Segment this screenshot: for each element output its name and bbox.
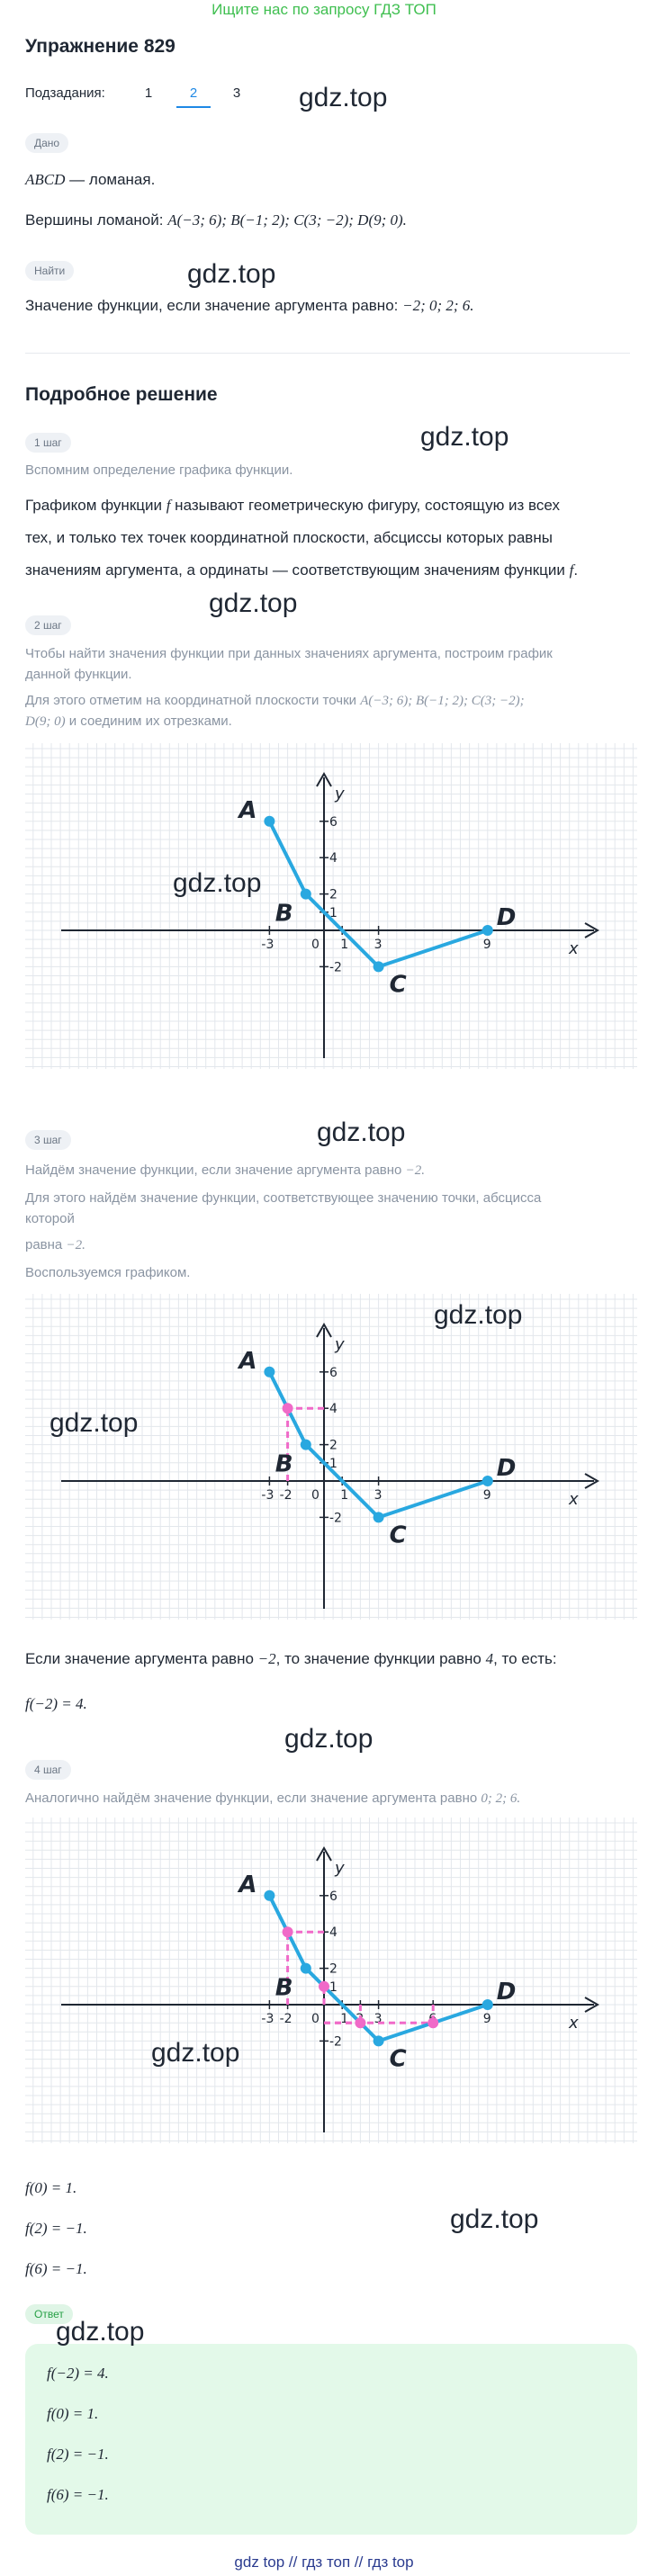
given-line-1-text: — ломаная. xyxy=(65,171,156,188)
subtask-tab-1[interactable]: 1 xyxy=(144,85,153,101)
definition-text: называют геометрическую фигуру, состоящую из всех xyxy=(170,497,560,514)
step-4-result-2: f(2) = −1. xyxy=(25,2220,87,2237)
x-tick-label: -3 xyxy=(261,1488,274,1503)
answer-line-3: f(2) = −1. xyxy=(47,2446,109,2463)
vertex-label: C xyxy=(389,2045,407,2073)
vertex-label: B xyxy=(274,1450,293,1478)
given-line-1 xyxy=(25,171,155,189)
watermark: gdz.top xyxy=(434,1300,523,1330)
result-text: , то есть: xyxy=(493,1650,557,1667)
step-3-text: равна xyxy=(25,1237,67,1252)
vertex-point xyxy=(482,1999,493,2010)
x-tick-label: 1 xyxy=(340,1488,349,1503)
step-4-chip: 4 шаг xyxy=(25,1760,71,1780)
step-3-chip: 3 шаг xyxy=(25,1130,71,1150)
vertex-point xyxy=(264,1367,274,1378)
y-tick-label: 2 xyxy=(329,1438,338,1453)
definition-text: . xyxy=(573,561,579,579)
vertex-label: B xyxy=(274,900,293,928)
result-text: , то значение функции равно xyxy=(275,1650,486,1667)
watermark: gdz.top xyxy=(56,2317,145,2347)
x-tick-label: 0 xyxy=(311,938,320,952)
vertex-point xyxy=(482,1476,493,1486)
step-3-text-2: Для этого найдём значение функции, соответствующее значению точки, абсцисса xyxy=(25,1190,542,1206)
step-4-text-1 xyxy=(25,1791,520,1807)
vertex-label: B xyxy=(274,1974,293,2002)
x-tick-label: -3 xyxy=(261,938,274,952)
subtasks-label: Подзадания: xyxy=(25,85,105,101)
y-tick-label: 1 xyxy=(329,1456,338,1471)
x-tick-label: 0 xyxy=(311,2012,320,2026)
y-tick-label: -2 xyxy=(329,960,342,975)
x-tick-label: -3 xyxy=(261,2012,274,2026)
step-2-text-3 xyxy=(25,693,525,709)
function-symbol: f xyxy=(166,497,171,514)
args-math: 0; 2; 6. xyxy=(481,1791,521,1806)
y-tick-label: 4 xyxy=(329,1925,338,1941)
highlight-point xyxy=(283,1926,293,1937)
y-tick-label: 4 xyxy=(329,851,338,866)
polyline-name: ABCD xyxy=(25,171,66,188)
vertex-label: C xyxy=(389,1521,407,1549)
watermark: gdz.top xyxy=(450,2204,539,2234)
subtask-tab-3[interactable]: 3 xyxy=(232,85,241,101)
definition-line-1 xyxy=(25,497,560,515)
vertex-point xyxy=(374,2035,384,2046)
y-tick-label: 6 xyxy=(329,1365,338,1380)
definition-line-2: тех, и только тех точек координатной плоскости, абсциссы которых равны xyxy=(25,529,553,546)
vertices-math: A(−3; 6); B(−1; 2); C(3; −2); D(9; 0). xyxy=(167,211,407,229)
x-tick-label: -2 xyxy=(279,1488,292,1503)
watermark: gdz.top xyxy=(299,83,388,112)
answer-line-4: f(6) = −1. xyxy=(47,2486,109,2503)
x-tick-label: 1 xyxy=(340,2012,349,2026)
answer-chip: Ответ xyxy=(25,2304,73,2324)
y-tick-label: 2 xyxy=(329,1961,338,1977)
arg-math: −2 xyxy=(257,1650,276,1667)
vertex-label: D xyxy=(496,904,517,931)
vertex-point xyxy=(264,1890,274,1901)
vertex-point xyxy=(301,1440,311,1450)
step-3-text: Найдём значение функции, если значение аргумента равно xyxy=(25,1162,406,1178)
step-2-text: и соединим их отрезками. xyxy=(65,714,232,729)
y-tick-label: 6 xyxy=(329,814,338,830)
given-chip: Дано xyxy=(25,133,68,153)
vertex-point xyxy=(374,1512,384,1522)
vertex-point xyxy=(482,925,493,936)
step-4-result-1: f(0) = 1. xyxy=(25,2179,77,2196)
y-axis-label: y xyxy=(335,785,345,803)
vertex-label: D xyxy=(496,1455,517,1482)
step-3-text-1 xyxy=(25,1162,425,1179)
top-banner[interactable]: Ищите нас по запросу ГДЗ ТОП xyxy=(212,1,436,18)
watermark: gdz.top xyxy=(420,422,509,452)
x-tick-label: 9 xyxy=(482,938,491,952)
y-tick-label: 4 xyxy=(329,1402,338,1417)
value-math: 4 xyxy=(485,1650,494,1667)
y-axis-label: y xyxy=(335,1335,345,1354)
y-tick-label: 1 xyxy=(329,1979,338,1995)
definition-text: Графиком функции xyxy=(25,497,166,514)
definition-line-3 xyxy=(25,561,578,579)
vertex-label: A xyxy=(238,796,257,824)
y-tick-label: -2 xyxy=(329,2034,342,2050)
definition-text: значениям аргумента, а ординаты — соответствующим значениям функции xyxy=(25,561,570,579)
footer-links[interactable]: gdz top // гдз топ // гдз top xyxy=(234,2554,414,2571)
vertex-label: A xyxy=(238,1347,257,1375)
x-tick-label: 3 xyxy=(374,2012,382,2026)
active-tab-indicator xyxy=(176,106,211,108)
page-title: Упражнение 829 xyxy=(25,36,176,57)
section-divider xyxy=(25,353,630,354)
x-tick-label: 9 xyxy=(482,2012,491,2026)
watermark: gdz.top xyxy=(187,259,276,289)
step-2-chip: 2 шаг xyxy=(25,615,71,635)
points-math: D(9; 0) xyxy=(25,714,66,729)
x-axis-label: x xyxy=(569,1490,579,1509)
given-line-2-text: Вершины ломаной: xyxy=(25,211,168,229)
answer-box xyxy=(25,2344,637,2535)
y-tick-label: 6 xyxy=(329,1889,338,1904)
highlight-point xyxy=(319,1981,329,1992)
x-tick-label: 9 xyxy=(482,1488,491,1503)
graph-step-2 xyxy=(25,743,637,1069)
x-axis-label: x xyxy=(569,2014,579,2033)
step-1-chip: 1 шаг xyxy=(25,433,71,453)
step-2-text-1: Чтобы найти значения функции при данных значениях аргумента, построим график xyxy=(25,646,553,661)
x-tick-label: 0 xyxy=(311,1488,320,1503)
watermark: gdz.top xyxy=(151,2038,240,2068)
x-tick-label: 1 xyxy=(340,938,349,952)
answer-line-2: f(0) = 1. xyxy=(47,2405,99,2422)
step-3-result-2: f(−2) = 4. xyxy=(25,1695,87,1712)
vertex-point xyxy=(264,816,274,827)
highlight-point xyxy=(283,1403,293,1414)
answer-line-1: f(−2) = 4. xyxy=(47,2365,109,2382)
vertex-label: A xyxy=(238,1871,257,1898)
step-2-text-2: данной функции. xyxy=(25,667,132,682)
step-3-result-1 xyxy=(25,1650,557,1668)
step-1-intro: Вспомним определение графика функции. xyxy=(25,462,293,478)
y-axis-label: y xyxy=(335,1859,345,1878)
points-math: A(−3; 6); B(−1; 2); C(3; −2); xyxy=(360,694,525,708)
highlight-point xyxy=(428,2017,438,2028)
watermark: gdz.top xyxy=(209,588,298,618)
step-4-result-3: f(6) = −1. xyxy=(25,2260,87,2277)
vertex-point xyxy=(374,961,384,972)
vertex-label: C xyxy=(389,971,407,999)
x-tick-label: 3 xyxy=(374,938,382,952)
given-line-2 xyxy=(25,211,407,229)
watermark: gdz.top xyxy=(50,1408,139,1438)
subtask-tab-2[interactable]: 2 xyxy=(189,85,198,101)
step-3-text-3: которой xyxy=(25,1211,75,1226)
find-math: −2; 0; 2; 6. xyxy=(402,297,474,314)
watermark: gdz.top xyxy=(317,1117,406,1147)
find-text: Значение функции, если значение аргумента равно: xyxy=(25,297,403,314)
find-chip: Найти xyxy=(25,261,74,281)
watermark: gdz.top xyxy=(173,868,262,898)
x-axis-label: x xyxy=(569,939,579,958)
vertex-point xyxy=(301,889,311,900)
highlight-point xyxy=(355,2017,365,2028)
step-3-text-5: Воспользуемся графиком. xyxy=(25,1265,191,1280)
x-tick-label: 3 xyxy=(374,1488,382,1503)
solution-title: Подробное решение xyxy=(25,384,218,405)
vertex-point xyxy=(301,1963,311,1974)
vertex-label: D xyxy=(496,1979,517,2006)
step-4-text: Аналогично найдём значение функции, если значение аргумента равно xyxy=(25,1791,482,1806)
graph-step-4 xyxy=(25,1818,637,2143)
function-symbol: f xyxy=(569,561,574,579)
result-text: Если значение аргумента равно xyxy=(25,1650,258,1667)
step-2-text: Для этого отметим на координатной плоскости точки xyxy=(25,693,361,708)
step-2-text-4 xyxy=(25,714,232,730)
find-line xyxy=(25,297,474,315)
y-tick-label: 1 xyxy=(329,905,338,920)
graph-step-3 xyxy=(25,1294,637,1620)
y-tick-label: -2 xyxy=(329,1511,342,1526)
y-tick-label: 2 xyxy=(329,887,338,902)
arg-math: −2. xyxy=(405,1163,425,1178)
x-tick-label: -2 xyxy=(279,2012,292,2026)
watermark: gdz.top xyxy=(284,1724,374,1754)
arg-math: −2. xyxy=(66,1238,86,1252)
step-3-text-4 xyxy=(25,1237,86,1253)
